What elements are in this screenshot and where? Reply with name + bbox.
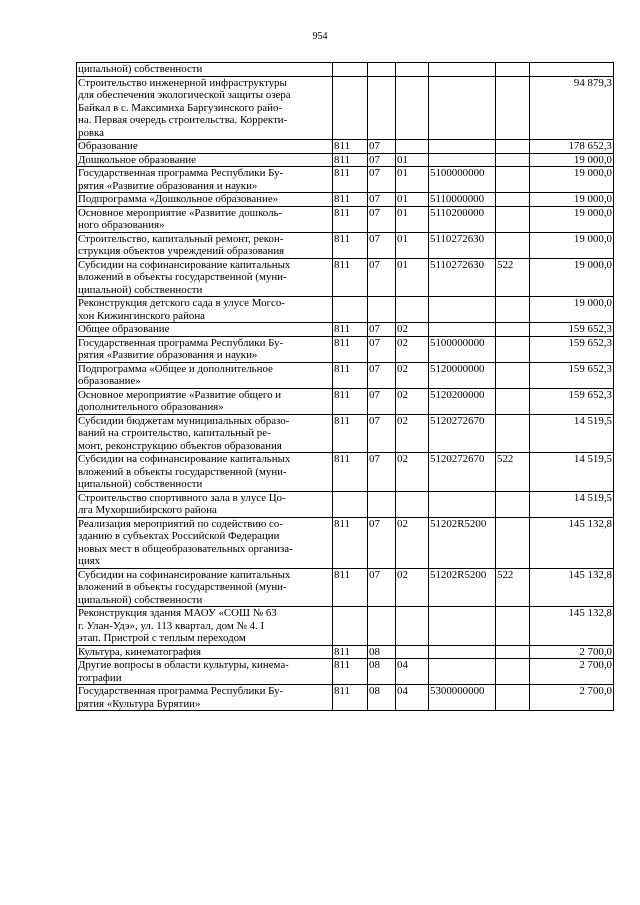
target-article-code-cell: [429, 297, 496, 323]
expense-type-code-cell: [496, 193, 530, 207]
item-name-line: струкция объектов учреждений образования: [78, 245, 285, 257]
item-name-line: Образование: [78, 140, 138, 152]
item-name-cell: [77, 193, 333, 207]
item-name-cell: [77, 659, 333, 685]
item-name-cell: [77, 568, 333, 607]
table-row: [77, 414, 614, 453]
table-row: [77, 336, 614, 362]
target-article-code-cell: [429, 140, 496, 154]
item-name-line: Государственная программа Республики Бу-: [78, 336, 284, 349]
item-name-line: Основное мероприятие «Развитие общего и: [78, 388, 282, 401]
target-article-code-cell: 5100000000: [429, 336, 496, 362]
subsection-code-cell: [396, 491, 429, 517]
item-name-line: ровка: [78, 126, 104, 139]
expense-type-code-cell: [496, 63, 530, 77]
item-name-cell: [77, 685, 333, 711]
item-name-line: ваний на строительство, капитальный ре-: [78, 427, 271, 439]
target-article-code-cell: [429, 607, 496, 646]
item-name-cell: [77, 323, 333, 337]
item-name-cell: [77, 63, 333, 77]
department-code-cell: [333, 76, 368, 140]
item-name-line: Государственная программа Республики Бу-: [78, 685, 284, 697]
target-article-code-cell: 5110272630: [429, 258, 496, 297]
department-code-cell: 811: [333, 206, 368, 232]
section-code-cell: 07: [368, 388, 396, 414]
amount-cell: 19 000,0: [530, 167, 614, 193]
table-row: [77, 258, 614, 297]
table-row: [77, 362, 614, 388]
subsection-code-cell: [396, 645, 429, 659]
expense-type-code-cell: [496, 232, 530, 258]
target-article-code-cell: [429, 491, 496, 517]
item-name-line: ципальной) собственности: [78, 63, 203, 75]
department-code-cell: [333, 607, 368, 646]
table-row: [77, 140, 614, 154]
item-name-line: Реконструкция здания МАОУ «СОШ № 63: [78, 607, 277, 619]
table-row: [77, 297, 614, 323]
target-article-code-cell: 5120200000: [429, 388, 496, 414]
subsection-code-cell: 01: [396, 258, 429, 297]
expense-type-code-cell: [496, 659, 530, 685]
table-row: [77, 388, 614, 414]
target-article-code-cell: [429, 323, 496, 337]
item-name-cell: [77, 453, 333, 492]
item-name-line: вложений в объекты государственной (муни-: [78, 465, 287, 478]
table-row: [77, 453, 614, 492]
department-code-cell: 811: [333, 323, 368, 337]
section-code-cell: 07: [368, 517, 396, 568]
item-name-cell: [77, 645, 333, 659]
item-name-line: тографии: [78, 671, 122, 684]
table-row: [77, 659, 614, 685]
item-name-line: ципальной) собственности: [78, 478, 203, 490]
amount-cell: 19 000,0: [530, 232, 614, 258]
amount-cell: 178 652,3: [530, 140, 614, 154]
section-code-cell: [368, 63, 396, 77]
item-name-line: для обеспечения экологической защиты озера: [78, 89, 291, 101]
amount-cell: [530, 63, 614, 77]
section-code-cell: 08: [368, 645, 396, 659]
section-code-cell: 08: [368, 685, 396, 711]
item-name-line: Субсидии бюджетам муниципальных образо-: [78, 414, 290, 427]
table-row: [77, 153, 614, 167]
expense-type-code-cell: [496, 414, 530, 453]
budget-table-body: [77, 63, 614, 711]
target-article-code-cell: 5100000000: [429, 167, 496, 193]
item-name-line: Другие вопросы в области культуры, кинема-: [78, 659, 289, 671]
section-code-cell: [368, 76, 396, 140]
item-name-cell: [77, 362, 333, 388]
expense-type-code-cell: [496, 362, 530, 388]
subsection-code-cell: 02: [396, 362, 429, 388]
item-name-line: дополнительного образования»: [78, 401, 224, 413]
amount-cell: 2 700,0: [530, 659, 614, 685]
expense-type-code-cell: [496, 685, 530, 711]
amount-cell: 159 652,3: [530, 362, 614, 388]
expense-type-code-cell: [496, 153, 530, 167]
amount-cell: 19 000,0: [530, 193, 614, 207]
subsection-code-cell: 01: [396, 206, 429, 232]
target-article-code-cell: 5120000000: [429, 362, 496, 388]
item-name-cell: [77, 258, 333, 297]
section-code-cell: 08: [368, 659, 396, 685]
item-name-line: образование»: [78, 375, 141, 387]
subsection-code-cell: 01: [396, 153, 429, 167]
department-code-cell: 811: [333, 645, 368, 659]
department-code-cell: 811: [333, 258, 368, 297]
department-code-cell: 811: [333, 517, 368, 568]
section-code-cell: 07: [368, 336, 396, 362]
subsection-code-cell: [396, 140, 429, 154]
section-code-cell: 07: [368, 258, 396, 297]
section-code-cell: 07: [368, 153, 396, 167]
subsection-code-cell: 02: [396, 453, 429, 492]
amount-cell: 19 000,0: [530, 297, 614, 323]
item-name-line: рятия «Культура Бурятии»: [78, 697, 201, 710]
subsection-code-cell: [396, 76, 429, 140]
target-article-code-cell: [429, 659, 496, 685]
section-code-cell: 07: [368, 193, 396, 207]
item-name-line: Субсидии на софинансирование капитальных: [78, 258, 291, 271]
item-name-cell: [77, 232, 333, 258]
department-code-cell: 811: [333, 167, 368, 193]
target-article-code-cell: 5120272670: [429, 453, 496, 492]
item-name-line: зданию в субъектах Российской Федерации: [78, 530, 280, 542]
item-name-line: Государственная программа Республики Бу-: [78, 167, 284, 179]
department-code-cell: [333, 491, 368, 517]
item-name-cell: [77, 153, 333, 167]
department-code-cell: [333, 63, 368, 77]
subsection-code-cell: [396, 297, 429, 323]
table-row: [77, 193, 614, 207]
department-code-cell: 811: [333, 685, 368, 711]
item-name-cell: [77, 517, 333, 568]
expense-type-code-cell: 522: [496, 258, 530, 297]
department-code-cell: 811: [333, 153, 368, 167]
item-name-line: на. Первая очередь строительства. Корректи-: [78, 114, 288, 126]
item-name-line: Строительство, капитальный ремонт, рекон-: [78, 232, 284, 245]
department-code-cell: 811: [333, 362, 368, 388]
amount-cell: 145 132,8: [530, 517, 614, 568]
item-name-line: Общее образование: [78, 323, 170, 335]
item-name-line: г. Улан-Удэ», ул. 113 квартал, дом № 4. I: [78, 619, 265, 632]
amount-cell: 159 652,3: [530, 388, 614, 414]
table-row: [77, 323, 614, 337]
expense-type-code-cell: [496, 336, 530, 362]
department-code-cell: 811: [333, 388, 368, 414]
table-row: [77, 568, 614, 607]
item-name-cell: [77, 167, 333, 193]
subsection-code-cell: [396, 607, 429, 646]
item-name-line: вложений в объекты государственной (муни-: [78, 271, 287, 283]
subsection-code-cell: 02: [396, 568, 429, 607]
amount-cell: 145 132,8: [530, 568, 614, 607]
item-name-line: Подпрограмма «Дошкольное образование»: [78, 193, 279, 205]
expense-type-code-cell: 522: [496, 568, 530, 607]
table-row: [77, 491, 614, 517]
item-name-cell: [77, 414, 333, 453]
item-name-line: Реконструкция детского сада в улусе Могсо-: [78, 297, 285, 309]
expense-type-code-cell: [496, 491, 530, 517]
table-row: [77, 232, 614, 258]
item-name-line: циях: [78, 555, 101, 567]
item-name-cell: [77, 76, 333, 140]
department-code-cell: 811: [333, 659, 368, 685]
target-article-code-cell: [429, 153, 496, 167]
item-name-line: Субсидии на софинансирование капитальных: [78, 453, 291, 465]
department-code-cell: 811: [333, 453, 368, 492]
department-code-cell: 811: [333, 414, 368, 453]
item-name-cell: [77, 140, 333, 154]
subsection-code-cell: 04: [396, 659, 429, 685]
subsection-code-cell: 02: [396, 336, 429, 362]
amount-cell: 2 700,0: [530, 645, 614, 659]
item-name-line: Подпрограмма «Общее и дополнительное: [78, 362, 273, 375]
target-article-code-cell: 5300000000: [429, 685, 496, 711]
amount-cell: 19 000,0: [530, 258, 614, 297]
expense-type-code-cell: [496, 645, 530, 659]
item-name-line: рятия «Развитие образования и науки»: [78, 179, 258, 192]
item-name-line: хон Кижингинского района: [78, 309, 206, 322]
item-name-cell: [77, 297, 333, 323]
section-code-cell: [368, 297, 396, 323]
subsection-code-cell: 01: [396, 167, 429, 193]
section-code-cell: [368, 607, 396, 646]
expense-type-code-cell: [496, 206, 530, 232]
target-article-code-cell: 5120272670: [429, 414, 496, 453]
amount-cell: 19 000,0: [530, 153, 614, 167]
target-article-code-cell: 5110000000: [429, 193, 496, 207]
department-code-cell: 811: [333, 232, 368, 258]
section-code-cell: [368, 491, 396, 517]
amount-cell: 94 879,3: [530, 76, 614, 140]
item-name-line: Субсидии на софинансирование капитальных: [78, 568, 291, 581]
table-row: [77, 517, 614, 568]
item-name-cell: [77, 607, 333, 646]
item-name-line: Строительство инженерной инфраструктуры: [78, 76, 287, 89]
target-article-code-cell: [429, 76, 496, 140]
section-code-cell: 07: [368, 323, 396, 337]
section-code-cell: 07: [368, 167, 396, 193]
target-article-code-cell: [429, 645, 496, 659]
section-code-cell: 07: [368, 453, 396, 492]
department-code-cell: 811: [333, 140, 368, 154]
page-number: 954: [312, 31, 328, 42]
item-name-line: Культура, кинематография: [78, 645, 202, 658]
item-name-line: ципальной) собственности: [78, 283, 203, 296]
expense-type-code-cell: [496, 517, 530, 568]
target-article-code-cell: 51202R5200: [429, 517, 496, 568]
table-row: [77, 645, 614, 659]
item-name-line: вложений в объекты государственной (муни-: [78, 581, 287, 593]
item-name-line: ципальной) собственности: [78, 593, 203, 606]
expense-type-code-cell: [496, 607, 530, 646]
subsection-code-cell: [396, 63, 429, 77]
amount-cell: 159 652,3: [530, 336, 614, 362]
subsection-code-cell: 02: [396, 517, 429, 568]
expense-type-code-cell: [496, 297, 530, 323]
table-row: [77, 167, 614, 193]
target-article-code-cell: 5110200000: [429, 206, 496, 232]
expense-type-code-cell: 522: [496, 453, 530, 492]
amount-cell: 145 132,8: [530, 607, 614, 646]
table-row: [77, 76, 614, 140]
target-article-code-cell: [429, 63, 496, 77]
amount-cell: 14 519,5: [530, 414, 614, 453]
subsection-code-cell: 02: [396, 323, 429, 337]
item-name-line: этап. Пристрой с теплым переходом: [78, 632, 246, 644]
item-name-cell: [77, 388, 333, 414]
table-row: [77, 685, 614, 711]
expense-type-code-cell: [496, 167, 530, 193]
expense-type-code-cell: [496, 140, 530, 154]
item-name-line: рятия «Развитие образования и науки»: [78, 349, 258, 361]
section-code-cell: 07: [368, 568, 396, 607]
expense-type-code-cell: [496, 76, 530, 140]
item-name-line: Дошкольное образование: [78, 153, 196, 166]
item-name-line: Реализация мероприятий по содействию со-: [78, 517, 283, 530]
item-name-line: ного образования»: [78, 219, 165, 231]
item-name-line: монт, реконструкцию объектов образования: [78, 439, 282, 452]
section-code-cell: 07: [368, 362, 396, 388]
department-code-cell: 811: [333, 336, 368, 362]
item-name-cell: [77, 336, 333, 362]
amount-cell: 14 519,5: [530, 453, 614, 492]
department-code-cell: [333, 297, 368, 323]
department-code-cell: 811: [333, 193, 368, 207]
subsection-code-cell: 02: [396, 388, 429, 414]
item-name-line: Байкал в с. Максимиха Баргузинского райо-: [78, 101, 283, 114]
item-name-cell: [77, 491, 333, 517]
item-name-line: Основное мероприятие «Развитие дошколь-: [78, 206, 283, 219]
subsection-code-cell: 02: [396, 414, 429, 453]
section-code-cell: 07: [368, 414, 396, 453]
amount-cell: 159 652,3: [530, 323, 614, 337]
table-row: [77, 607, 614, 646]
table-row: [77, 206, 614, 232]
amount-cell: 14 519,5: [530, 491, 614, 517]
subsection-code-cell: 01: [396, 193, 429, 207]
target-article-code-cell: 5110272630: [429, 232, 496, 258]
section-code-cell: 07: [368, 140, 396, 154]
section-code-cell: 07: [368, 232, 396, 258]
item-name-line: лга Мухоршибирского района: [78, 504, 217, 516]
expense-type-code-cell: [496, 323, 530, 337]
table-row: [77, 63, 614, 77]
item-name-line: Строительство спортивного зала в улусе Цо-: [78, 491, 286, 504]
subsection-code-cell: 04: [396, 685, 429, 711]
budget-table: [76, 62, 614, 711]
amount-cell: 2 700,0: [530, 685, 614, 711]
item-name-line: новых мест в общеобразовательных организа-: [78, 542, 293, 555]
expense-type-code-cell: [496, 388, 530, 414]
amount-cell: 19 000,0: [530, 206, 614, 232]
target-article-code-cell: 51202R5200: [429, 568, 496, 607]
section-code-cell: 07: [368, 206, 396, 232]
subsection-code-cell: 01: [396, 232, 429, 258]
department-code-cell: 811: [333, 568, 368, 607]
item-name-cell: [77, 206, 333, 232]
